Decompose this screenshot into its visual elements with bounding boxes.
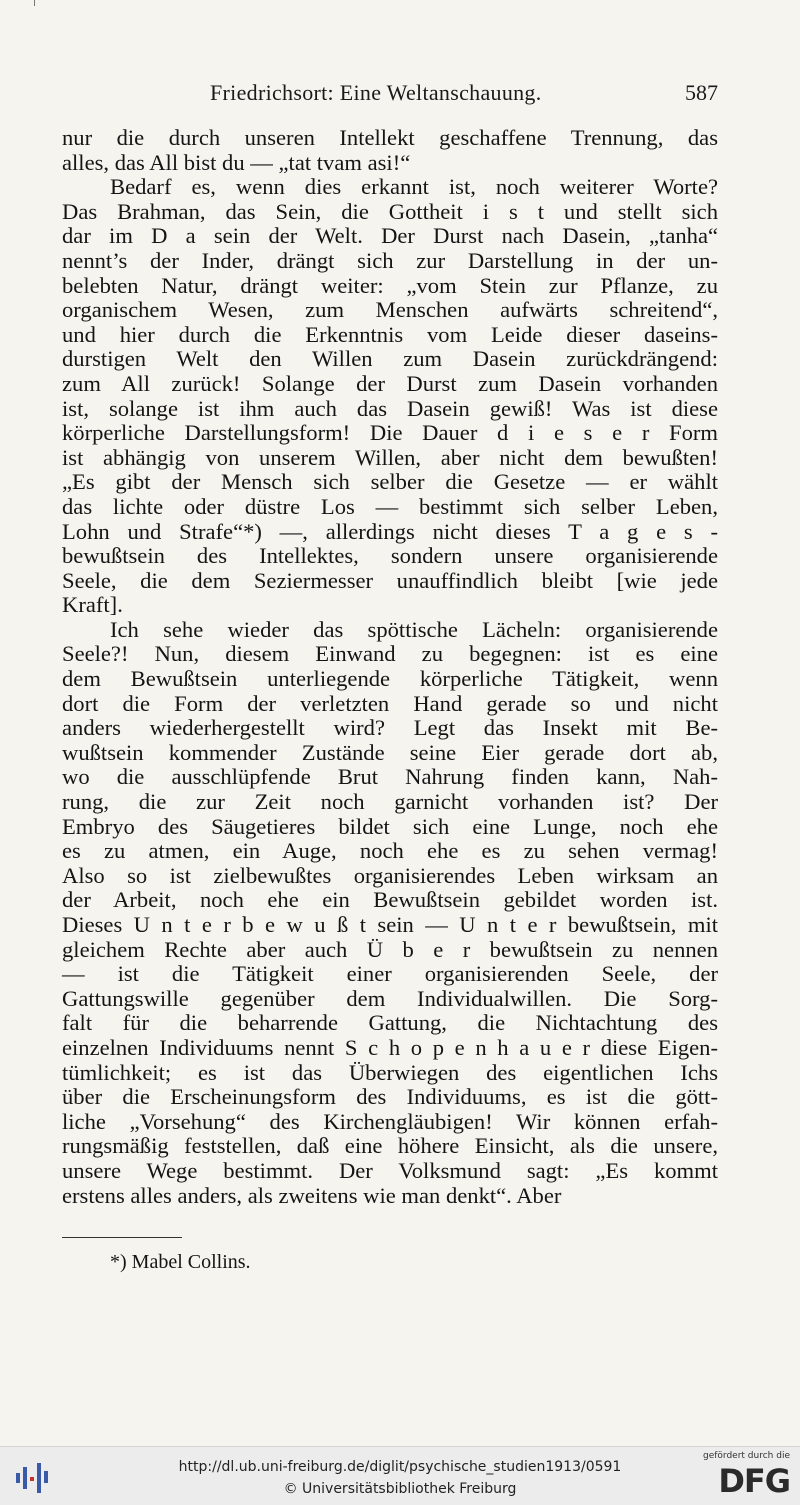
text-line: Das Brahman, das Sein, die Gottheit i s t und stellt sich [62, 198, 718, 224]
text-line: tümlichkeit; es ist das Überwiegen des eigentlichen Ichs [62, 1059, 718, 1085]
text-line: dem Bewußtsein unterliegende körperliche Tätigkeit, wenn [62, 666, 718, 692]
text-line: rung, die zur Zeit noch garnicht vorhanden ist? Der [62, 789, 718, 815]
text-line: der Arbeit, noch ehe ein Bewußtsein gebildet worden ist. [62, 887, 718, 913]
running-title: Friedrichsort: Eine Weltanschauung. [210, 80, 542, 105]
text-line: Kraft]. [62, 592, 123, 618]
text-line: wo die ausschlüpfende Brut Nahrung finden kann, Nah- [62, 764, 718, 790]
text-line: einzelnen Individuums nennt S c h o p e n h a u e r diese Eigen- [62, 1034, 718, 1060]
text-line: dort die Form der verletzten Hand gerade so und nicht [62, 690, 718, 716]
text-line: Also so ist zielbewußtes organisierendes Leben wirksam an [62, 862, 718, 888]
text-line: — ist die Tätigkeit einer organisierenden Seele, der [62, 961, 718, 987]
page-header [62, 80, 718, 110]
scan-artifact [34, 0, 35, 6]
text-line: dar im D a sein der Welt. Der Durst nach Dasein, „tanha“ [62, 223, 718, 249]
text-line: unsere Wege bestimmt. Der Volksmund sagt: „Es kommt [62, 1157, 718, 1183]
text-line: Gattungswille gegenüber dem Individualwillen. Die Sorg- [62, 985, 718, 1011]
text-line: zum All zurück! Solange der Durst zum Dasein vorhanden [62, 370, 718, 396]
text-line: Dieses U n t e r b e w u ß t sein — U n t e r bewußtsein, mit [62, 912, 718, 937]
text-line: Embryo des Säugetieres bildet sich eine Lunge, noch ehe [62, 813, 718, 839]
text-line: Bedarf es, wenn dies erkannt ist, noch weiterer Worte? [110, 174, 718, 200]
text-line: erstens alles anders, als zweitens wie man denkt“. Aber [62, 1182, 562, 1208]
viewer-footer [0, 1446, 800, 1505]
footnote: *) Mabel Collins. [110, 1251, 251, 1273]
text-line: anders wiederhergestellt wird? Legt das Insekt mit Be- [62, 715, 718, 741]
text-line: „Es gibt der Mensch sich selber die Gesetze — er wählt [62, 469, 718, 495]
text-line: und hier durch die Erkenntnis vom Leide dieser daseins- [62, 321, 718, 347]
text-line: über die Erscheinungsform des Individuums, es ist die gött- [62, 1084, 718, 1110]
text-line: Ich sehe wieder das spöttische Lächeln: organisierende [110, 616, 718, 642]
copyright-notice: © Universitätsbibliothek Freiburg [283, 1481, 517, 1497]
text-line: körperliche Darstellungsform! Die Dauer d i e s e r Form [62, 420, 718, 446]
text-line: es zu atmen, ein Auge, noch ehe es zu sehen vermag! [62, 838, 718, 864]
dfg-logo-text: DFG [718, 1462, 790, 1500]
text-line: Seele?! Nun, diesem Einwand zu begegnen: ist es eine [62, 641, 718, 667]
text-line: das lichte oder düstre Los — bestimmt sich selber Leben, [62, 493, 718, 519]
text-line: gleichem Rechte aber auch Ü b e r bewußtsein zu nennen [62, 936, 718, 962]
text-line: Seele, die dem Seziermesser unauffindlich bleibt [wie jede [62, 567, 718, 593]
text-line: Lohn und Strafe“*) —, allerdings nicht dieses T a g e s - [62, 518, 718, 544]
page-number: 587 [685, 80, 718, 105]
dfg-logo [704, 1451, 790, 1501]
text-line: durstigen Welt den Willen zum Dasein zurückdrängend: [62, 346, 718, 372]
text-line: nennt’s der Inder, drängt sich zur Darstellung in der un- [62, 247, 718, 273]
footnote-rule [62, 1237, 182, 1238]
text-line: rungsmäßig feststellen, daß eine höhere Einsicht, als die unsere, [62, 1133, 718, 1159]
text-line: alles, das All bist du — „tat tvam asi!“ [62, 149, 411, 175]
text-line: falt für die beharrende Gattung, die Nichtachtung des [62, 1010, 718, 1036]
text-line: ist abhängig von unserem Willen, aber nicht dem bewußten! [62, 444, 718, 470]
text-line: wußtsein kommender Zustände seine Eier gerade dort ab, [62, 739, 718, 765]
text-line: liche „Vorsehung“ des Kirchengläubigen! Wir können erfah- [62, 1108, 718, 1134]
dfg-tagline: gefördert durch die [703, 1451, 790, 1461]
text-line: nur die durch unseren Intellekt geschaffene Trennung, das [62, 125, 718, 150]
permalink-url[interactable]: http://dl.ub.uni-freiburg.de/diglit/psychische_studien1913/0591 [178, 1459, 622, 1475]
text-line: ist, solange ist ihm auch das Dasein gewiß! Was ist diese [62, 395, 718, 421]
text-line: bewußtsein des Intellektes, sondern unsere organisierende [62, 543, 718, 569]
text-line: belebten Natur, drängt weiter: „vom Stein zur Pflanze, zu [62, 272, 718, 298]
body-text [62, 126, 718, 1208]
text-line: organischem Wesen, zum Menschen aufwärts schreitend“, [62, 297, 718, 323]
